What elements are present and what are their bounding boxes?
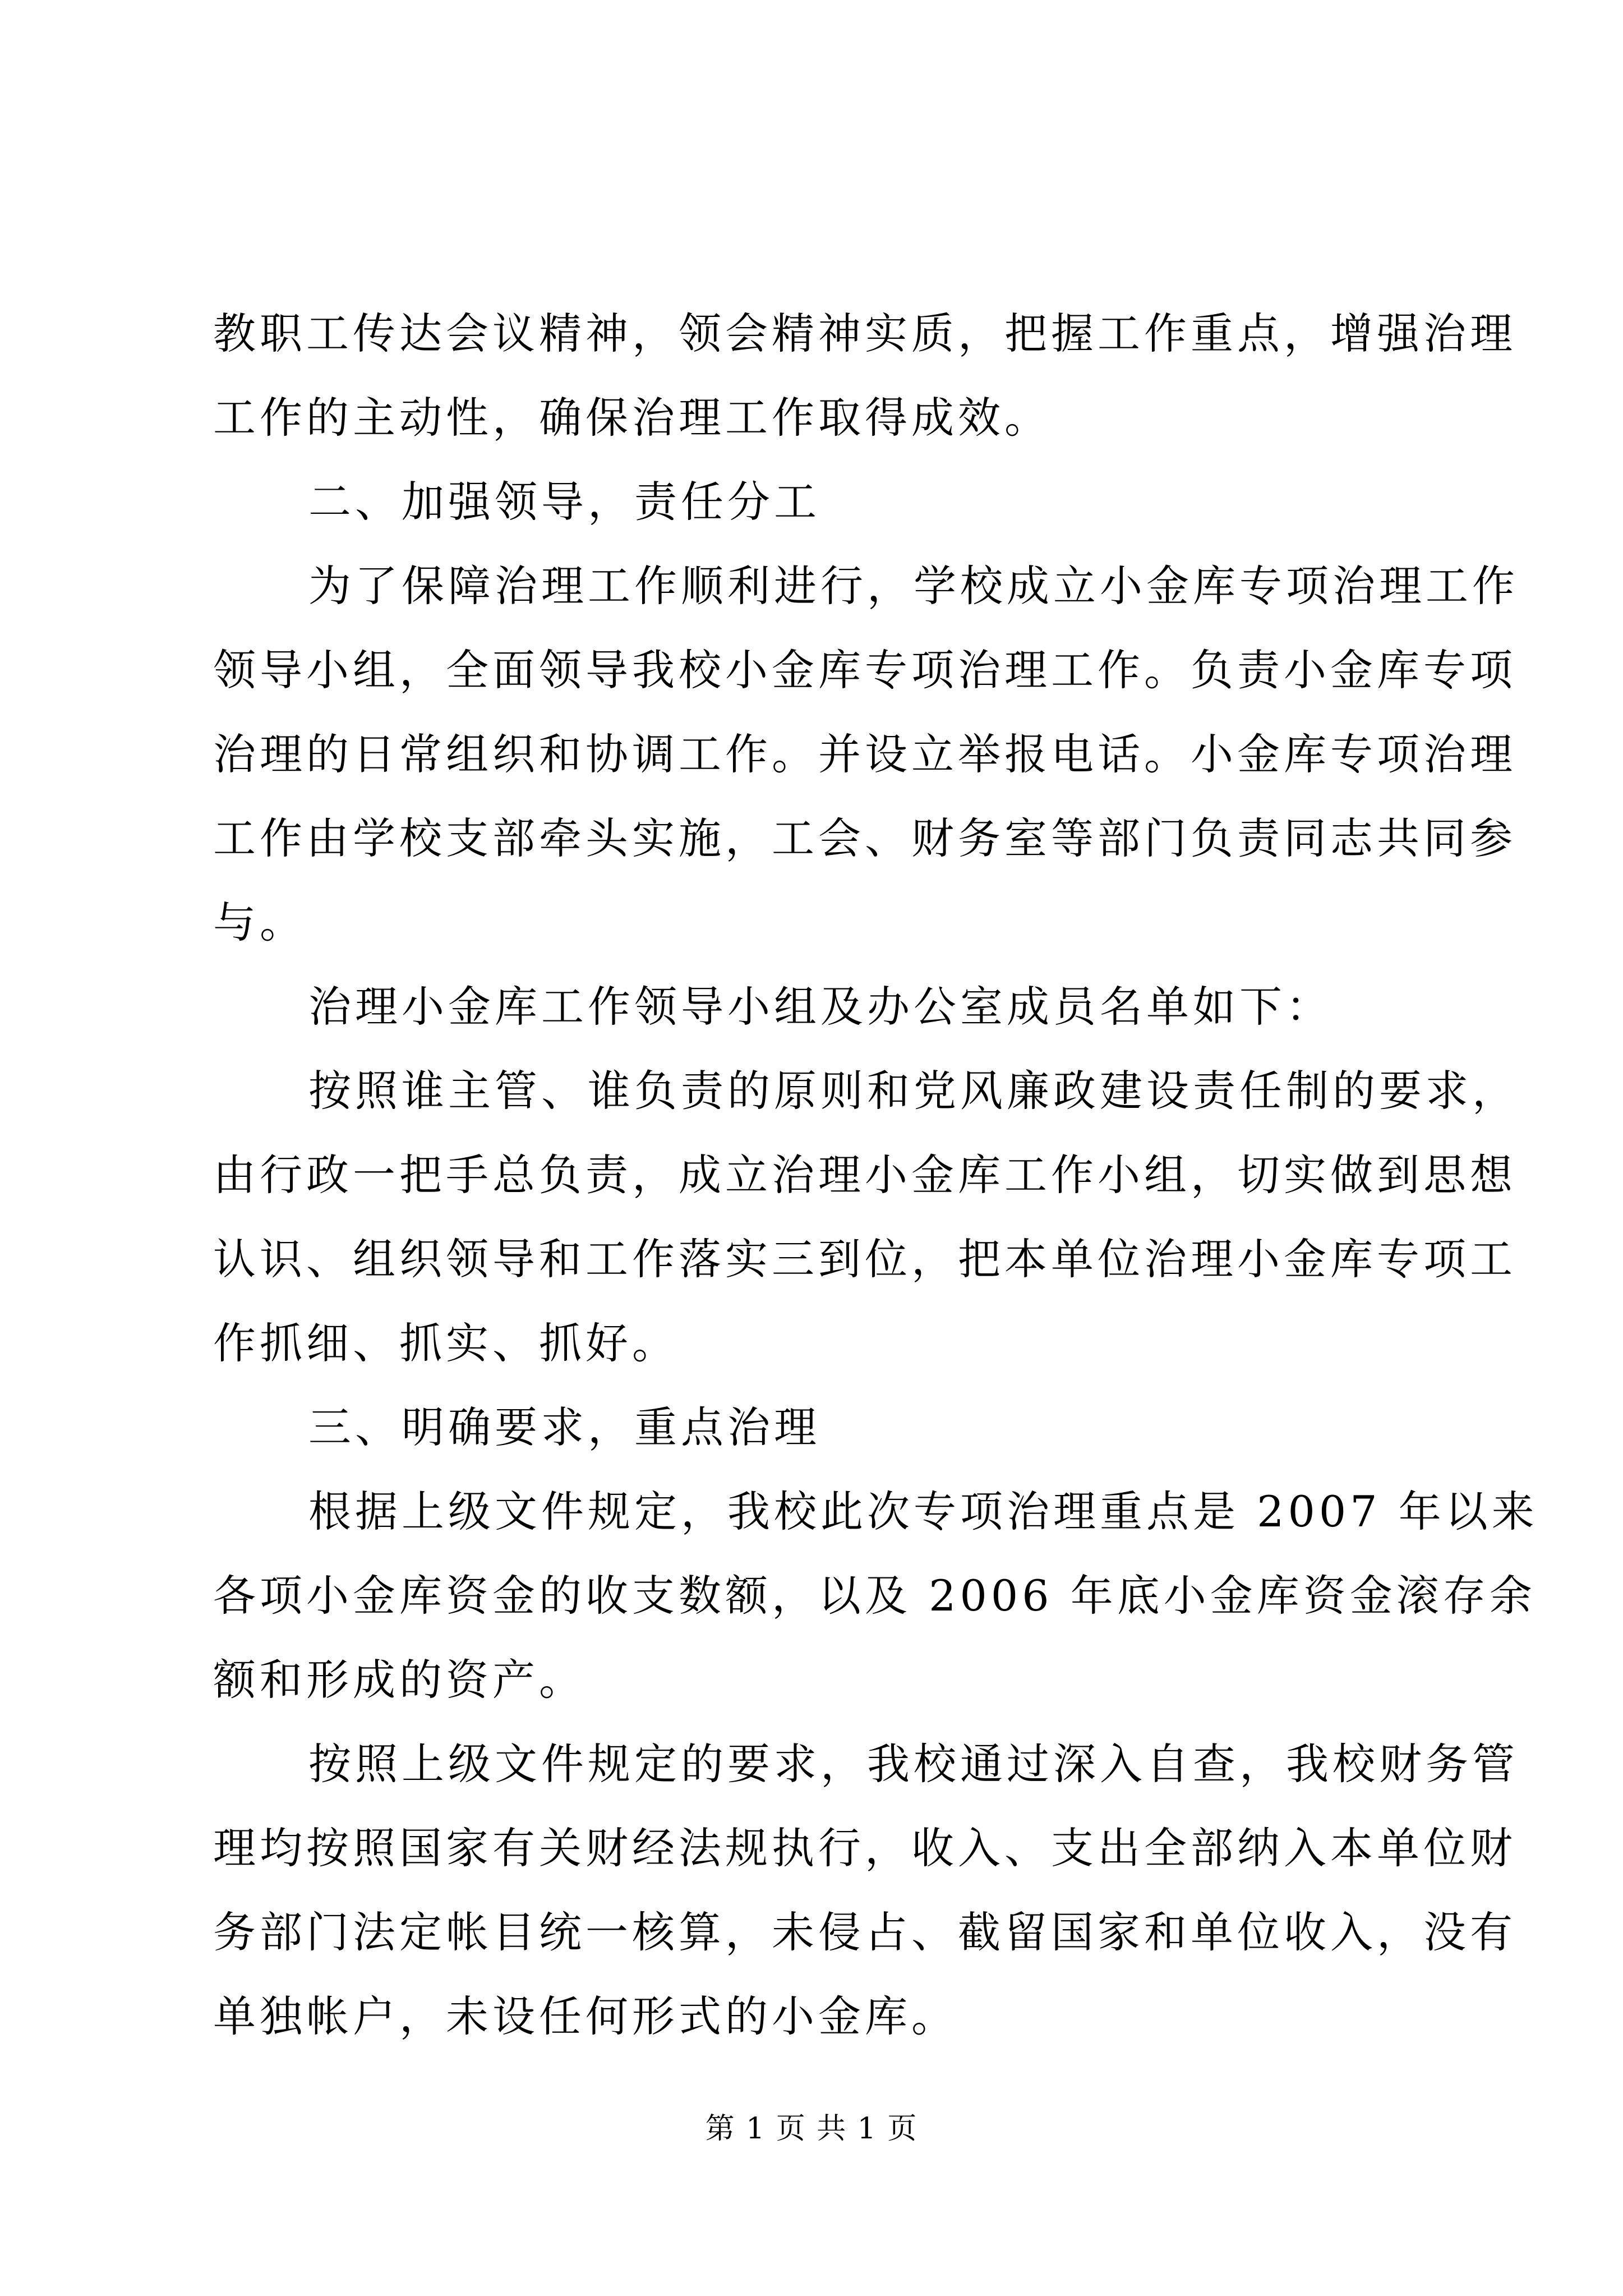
- text-line: 单独帐户，未设任何形式的小金库。: [213, 1991, 958, 2041]
- text-line: 理均按照国家有关财经法规执行，收入、支出全部纳入本单位财: [213, 1823, 1516, 1873]
- text-line: 按照谁主管、谁负责的原则和党风廉政建设责任制的要求，: [308, 1066, 1519, 1116]
- text-line: 由行政一把手总负责，成立治理小金库工作小组，切实做到思想: [213, 1150, 1516, 1200]
- page-footer: 第 1 页 共 1 页: [705, 2112, 918, 2146]
- text-line: 各项小金库资金的收支数额，以及 2006 年底小金库资金滚存余: [213, 1571, 1536, 1621]
- text-line: 按照上级文件规定的要求，我校通过深入自查，我校财务管: [308, 1739, 1519, 1789]
- text-line: 作抓细、抓实、抓好。: [213, 1318, 679, 1368]
- text-line: 务部门法定帐目统一核算，未侵占、截留国家和单位收入，没有: [213, 1907, 1516, 1957]
- text-line: 根据上级文件规定，我校此次专项治理重点是 2007 年以来: [308, 1487, 1538, 1536]
- text-line: 工作的主动性，确保治理工作取得成效。: [213, 393, 1051, 443]
- text-line: 治理小金库工作领导小组及办公室成员名单如下：: [308, 982, 1332, 1032]
- text-line: 额和形成的资产。: [213, 1655, 585, 1705]
- text-line: 治理的日常组织和协调工作。并设立举报电话。小金库专项治理: [213, 729, 1516, 779]
- text-line: 认识、组织领导和工作落实三到位，把本单位治理小金库专项工: [213, 1234, 1516, 1284]
- text-line: 领导小组，全面领导我校小金库专项治理工作。负责小金库专项: [213, 645, 1516, 695]
- text-line: 为了保障治理工作顺利进行，学校成立小金库专项治理工作: [308, 561, 1519, 611]
- text-line: 教职工传达会议精神，领会精神实质，把握工作重点，增强治理: [213, 309, 1516, 358]
- text-line: 与。: [213, 898, 306, 947]
- document-body: [213, 292, 1538, 2059]
- text-line: 三、明确要求，重点治理: [308, 1402, 820, 1452]
- text-line: 工作由学校支部牵头实施，工会、财务室等部门负责同志共同参: [213, 813, 1516, 863]
- text-line: 二、加强领导，责任分工: [308, 477, 820, 527]
